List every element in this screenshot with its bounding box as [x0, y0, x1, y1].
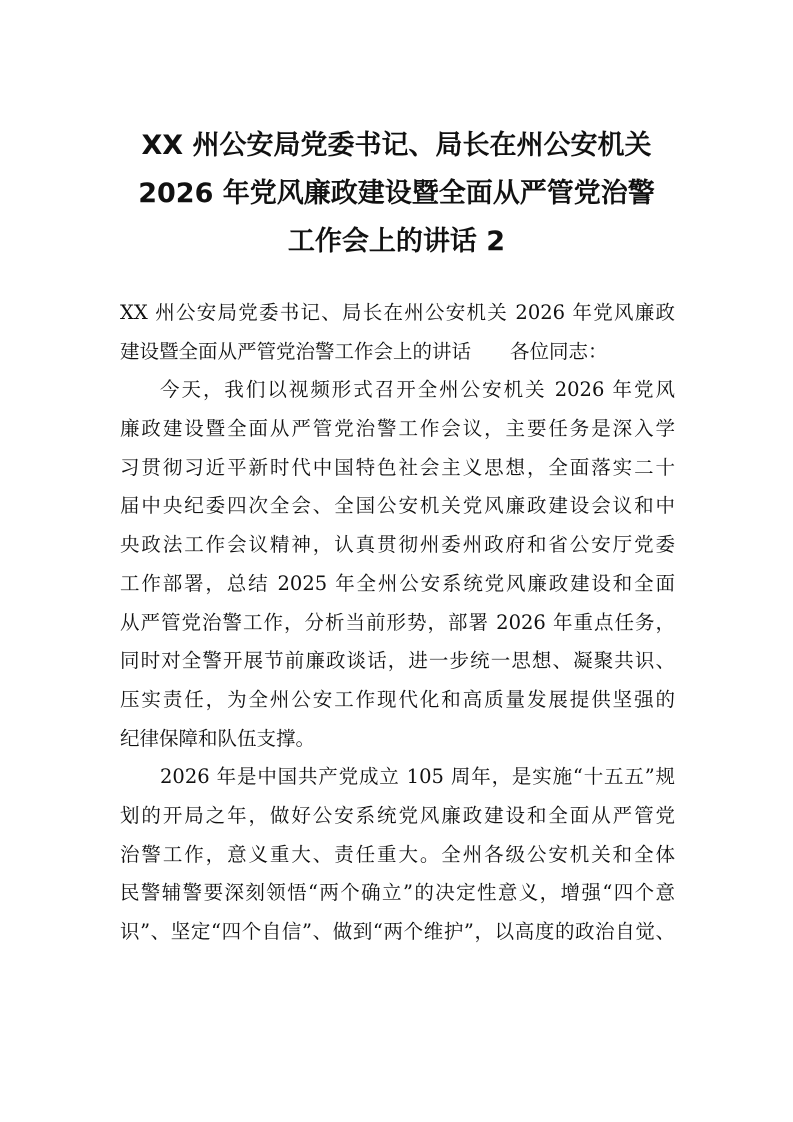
text-line: 识”、坚定“四个自信”、做到“两个维护”，以高度的政治自觉、 [120, 920, 675, 943]
text-line: 民警辅警要深刻领悟“两个确立”的决定性意义，增强“四个意 [120, 881, 675, 905]
title-line: 工作会上的讲话 2 [287, 226, 506, 257]
document-title [0, 122, 793, 266]
paragraph-context [120, 758, 675, 951]
paragraph-opening [120, 371, 675, 758]
text-line: 从严管党治警工作，分析当前形势，部署 2026 年重点任务， [120, 610, 675, 634]
text-line: 划的开局之年，做好公安系统党风廉政建设和全面从严管党 [120, 803, 675, 827]
text-line: 廉政建设暨全面从严管党治警工作会议，主要任务是深入学 [120, 417, 675, 441]
text-line: 治警工作，意义重大、责任重大。全州各级公安机关和全体 [120, 842, 675, 866]
title-line: XX 州公安局党委书记、局长在州公安机关 [141, 130, 652, 161]
text-line: 同时对全警开展节前廉政谈话，进一步统一思想、凝聚共识、 [120, 649, 675, 673]
text-line: 工作部署，总结 2025 年全州公安系统党风廉政建设和全面 [120, 571, 675, 595]
text-line: 压实责任，为全州公安工作现代化和高质量发展提供坚强的 [120, 687, 675, 711]
document-body [120, 294, 675, 952]
text-line: 2026 年是中国共产党成立 105 周年，是实施“十五五”规 [160, 765, 675, 789]
text-line: 届中央纪委四次全会、全国公安机关党风廉政建设会议和中 [120, 494, 675, 518]
text-line: 今天，我们以视频形式召开全州公安机关 2026 年党风 [160, 378, 675, 402]
paragraph-heading [120, 294, 675, 371]
text-line: 央政法工作会议精神，认真贯彻州委州政府和省公安厅党委 [120, 533, 675, 557]
text-line: 纪律保障和队伍支撑。 [120, 726, 316, 750]
title-line: 2026 年党风廉政建设暨全面从严管党治警 [138, 178, 655, 209]
text-line: 建设暨全面从严管党治警工作会上的讲话 各位同志： [120, 339, 608, 363]
text-line: XX 州公安局党委书记、局长在州公安机关 2026 年党风廉政 [120, 301, 675, 324]
text-line: 习贯彻习近平新时代中国特色社会主义思想，全面落实二十 [120, 455, 675, 479]
